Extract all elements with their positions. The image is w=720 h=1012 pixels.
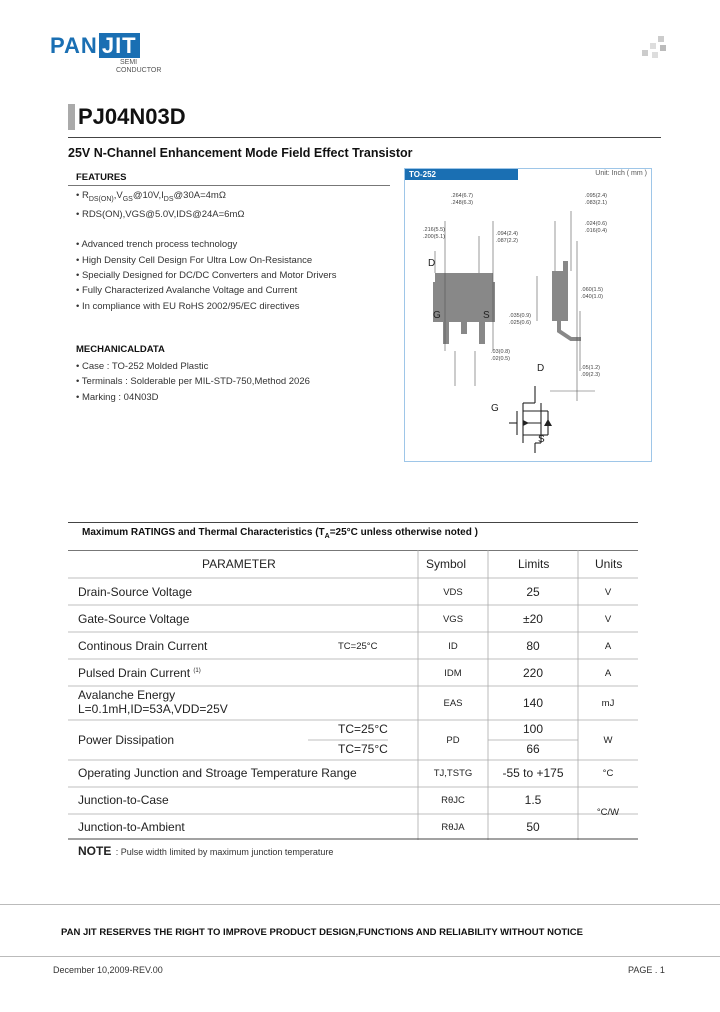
dim-text: .060(1.5) .040(1.0) xyxy=(581,287,604,300)
row-param: Power Dissipation xyxy=(78,733,175,747)
footer-page: PAGE . 1 xyxy=(628,965,665,975)
row-symbol: RθJA xyxy=(441,822,465,833)
row-limit: ±20 xyxy=(523,612,543,626)
schematic-label-s: S xyxy=(538,434,545,445)
feature-item: • Advanced trench process technology xyxy=(76,239,238,251)
table-note: NOTE : Pulse width limited by maximum junction temperature xyxy=(78,844,334,858)
mechanical-item: • Marking : 04N03D xyxy=(76,391,159,403)
feature-item: • Specially Designed for DC/DC Converters and Motor Drivers xyxy=(76,270,337,282)
header-limits: Limits xyxy=(518,557,550,571)
subtitle: 25V N-Channel Enhancement Mode Field Effect Transistor xyxy=(68,146,413,160)
package-name: TO-252 xyxy=(405,169,518,180)
row-limit: 1.5 xyxy=(524,793,542,807)
row-symbol: TJ,TSTG xyxy=(433,768,473,779)
channel-arrow xyxy=(523,420,529,426)
dim-text: .264(6.7) .248(6.3) xyxy=(451,193,474,206)
package-tab xyxy=(435,273,493,283)
pin-label-g: G xyxy=(433,310,441,321)
package-drawing xyxy=(404,168,652,462)
row-symbol: ID xyxy=(448,641,458,652)
row-symbol: PD xyxy=(446,735,460,746)
header-units: Units xyxy=(595,557,623,571)
row-limit: 80 xyxy=(526,639,540,653)
row-param: Operating Junction and Stroage Temperature Range xyxy=(78,766,357,780)
package-unit: Unit: Inch ( mm ) xyxy=(595,170,647,177)
mechanical-heading: MECHANICALDATA xyxy=(76,344,165,355)
row-param: Continous Drain Current xyxy=(78,639,208,653)
dim-text: .05(1.2) .09(2.3) xyxy=(581,365,600,378)
row-param: Pulsed Drain Current $^{(1)}$ xyxy=(78,666,201,680)
mechanical-item: • Case : TO-252 Molded Plastic xyxy=(76,361,209,372)
row-param: Avalanche Energy L=0.1mH,ID=53A,VDD=25V xyxy=(78,688,228,716)
decorative-squares-icon xyxy=(636,36,670,60)
row-limit: 100 xyxy=(522,722,544,736)
row-limit: 140 xyxy=(522,696,544,710)
footer-divider xyxy=(0,956,720,957)
dim-text: .035(0.9) .025(0.6) xyxy=(509,313,532,326)
table-top-border xyxy=(68,522,638,523)
row-param: Gate-Source Voltage xyxy=(78,612,190,626)
row-cond: TC=75°C xyxy=(338,742,388,756)
dim-text: .095(2.4) .083(2.1) xyxy=(585,193,608,206)
side-lead xyxy=(559,321,581,339)
notice-divider xyxy=(0,904,720,905)
schematic-label-g: G xyxy=(491,403,499,414)
row-symbol: EAS xyxy=(443,698,463,709)
brand-semiconductor: SEMI CONDUCTOR xyxy=(116,59,162,74)
row-limit: 220 xyxy=(522,666,544,680)
row-unit: °C xyxy=(602,768,614,779)
dim-text: .094(2.4) .087(2.2) xyxy=(496,231,519,244)
features-heading: FEATURES xyxy=(76,172,127,183)
brand-pan: PAN xyxy=(50,33,98,58)
mechanical-item: • Terminals : Solderable per MIL-STD-750,Method 2026 xyxy=(76,376,310,388)
row-cond: TC=25°C xyxy=(338,722,388,736)
side-tab xyxy=(563,261,568,321)
legal-notice: PAN JIT RESERVES THE RIGHT TO IMPROVE PRODUCT DESIGN,FUNCTIONS AND RELIABILITY WITHOUT NOTICE xyxy=(61,927,584,938)
row-unit: mJ xyxy=(601,698,615,709)
row-symbol: VGS xyxy=(442,614,464,625)
row-param: Drain-Source Voltage xyxy=(78,585,193,599)
brand-logo xyxy=(50,33,140,59)
header-parameter: PARAMETER xyxy=(202,557,276,571)
ratings-table xyxy=(68,550,638,840)
dim-text: .03(0.8) .02(0.5) xyxy=(491,349,510,362)
row-symbol: IDM xyxy=(444,668,462,679)
row-param: Junction-to-Case xyxy=(78,793,169,807)
table-title: Maximum RATINGS and Thermal Characteristics ($T_A=25^\circ C$ unless otherwise noted ) xyxy=(82,527,478,540)
feature-item: • RDS(ON),VGS@5.0V,IDS@24A=6mΩ xyxy=(76,209,245,221)
header-symbol: Symbol xyxy=(426,557,467,571)
row-cond: TC=25°C xyxy=(338,641,378,652)
part-number: PJ04N03D xyxy=(78,104,186,129)
row-param: Junction-to-Ambient xyxy=(78,820,185,834)
dim-text: .024(0.6) .016(0.4) xyxy=(585,221,608,234)
lead-d xyxy=(461,322,467,334)
row-limit: -55 to +175 xyxy=(502,766,564,780)
lead-g xyxy=(443,322,449,344)
part-number-bar xyxy=(68,104,75,130)
pin-label-d: D xyxy=(428,258,436,269)
row-unit: A xyxy=(604,668,612,679)
row-symbol: RθJC xyxy=(441,795,465,806)
footer-date: December 10,2009-REV.00 xyxy=(53,965,163,975)
features-divider xyxy=(68,185,390,186)
row-limit: 66 xyxy=(526,742,540,756)
row-unit: °C/W xyxy=(596,807,620,818)
row-symbol: VDS xyxy=(443,587,463,598)
feature-item: • In compliance with EU RoHS 2002/95/EC directives xyxy=(76,300,300,312)
feature-item: • Fully Characterized Avalanche Voltage and Current xyxy=(76,285,298,297)
features-list xyxy=(76,188,336,314)
row-unit: W xyxy=(603,735,613,746)
divider xyxy=(68,137,661,138)
brand-jit: JIT xyxy=(99,33,140,58)
row-limit: 50 xyxy=(526,820,540,834)
row-unit: V xyxy=(604,614,612,625)
pin-label-s: S xyxy=(483,310,490,321)
mechanical-list xyxy=(76,359,310,405)
feature-item: • $R_{DS(ON)},V_{GS}@10V,I_{DS}@30A=4m\Omega$ xyxy=(76,190,226,203)
row-unit: A xyxy=(604,641,612,652)
diode-arrow xyxy=(544,419,552,426)
schematic-label-d: D xyxy=(537,363,545,374)
lead-s xyxy=(479,322,485,344)
dim-text: .216(5.5) .200(5.1) xyxy=(423,227,446,240)
feature-item: • High Density Cell Design For Ultra Low On-Resistance xyxy=(76,254,313,266)
row-limit: 25 xyxy=(526,585,540,599)
row-unit: V xyxy=(604,587,612,598)
